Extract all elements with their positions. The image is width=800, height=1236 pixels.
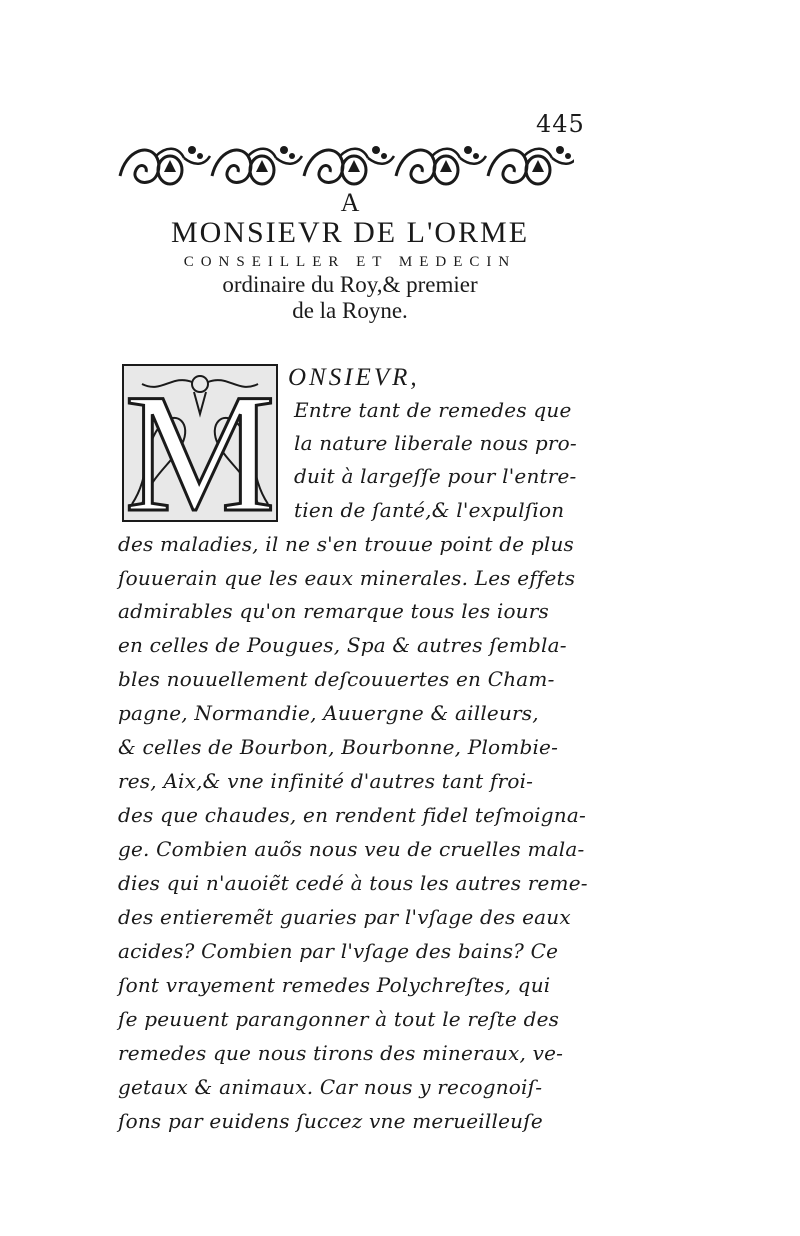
- dedication-line-1: ordinaire du Roy,& premier: [222, 272, 478, 297]
- dedication-subtitle: CONSEILLER ET MEDECIN: [183, 254, 517, 270]
- text-line: Entre tant de remedes que: [294, 398, 572, 422]
- salutation: ONSIEVR,: [288, 364, 420, 391]
- text-line: acides? Combien par l'vſage des bains? Ce: [118, 939, 559, 963]
- text-line: pagne, Normandie, Auuergne & ailleurs,: [118, 701, 539, 725]
- ornamental-headpiece: [118, 136, 574, 190]
- text-line: res, Aix,& vne infinité d'autres tant froi-: [118, 769, 534, 793]
- dedication-line-2: de la Royne.: [292, 298, 408, 323]
- text-line: ſons par euidens ſuccez vne merueilleuſe: [118, 1109, 543, 1133]
- text-line: ſe peuuent parangonner à tout le reſte des: [118, 1007, 560, 1031]
- text-line: des entieremẽt guaries par l'vſage des eaux: [118, 905, 571, 929]
- text-line: dies qui n'auoiẽt cedé à tous les autres reme-: [118, 871, 588, 895]
- text-line: bles nouuellement deſcouuertes en Cham-: [118, 667, 555, 691]
- text-line: admirables qu'on remarque tous les iours: [118, 599, 549, 623]
- initial-letter: M: [124, 364, 276, 522]
- page-number: 445: [536, 110, 585, 138]
- dedication-title: MONSIEVR DE L'ORME: [170, 216, 530, 249]
- text-line: la nature liberale nous pro-: [294, 431, 577, 455]
- text-line: ſont vrayement remedes Polychreſtes, qui: [118, 973, 551, 997]
- text-line: des maladies, il ne s'en trouue point de plus: [118, 532, 574, 556]
- decorated-initial: [122, 364, 278, 522]
- text-line: getaux & animaux. Car nous y recognoiſ-: [118, 1075, 543, 1099]
- heading-a: A: [340, 188, 360, 217]
- text-line: ſouuerain que les eaux minerales. Les effets: [118, 566, 576, 590]
- text-line: ge. Combien auõs nous veu de cruelles mala-: [118, 837, 585, 861]
- text-line: remedes que nous tirons des mineraux, ve-: [118, 1041, 564, 1065]
- text-line: & celles de Bourbon, Bourbonne, Plombie-: [118, 735, 559, 759]
- text-line: duit à largeſſe pour l'entre-: [294, 464, 577, 488]
- text-line: en celles de Pougues, Spa & autres ſembla-: [118, 633, 567, 657]
- text-line: tien de ſanté,& l'expulſion: [294, 498, 565, 522]
- text-line: des que chaudes, en rendent fidel teſmoigna-: [118, 803, 586, 827]
